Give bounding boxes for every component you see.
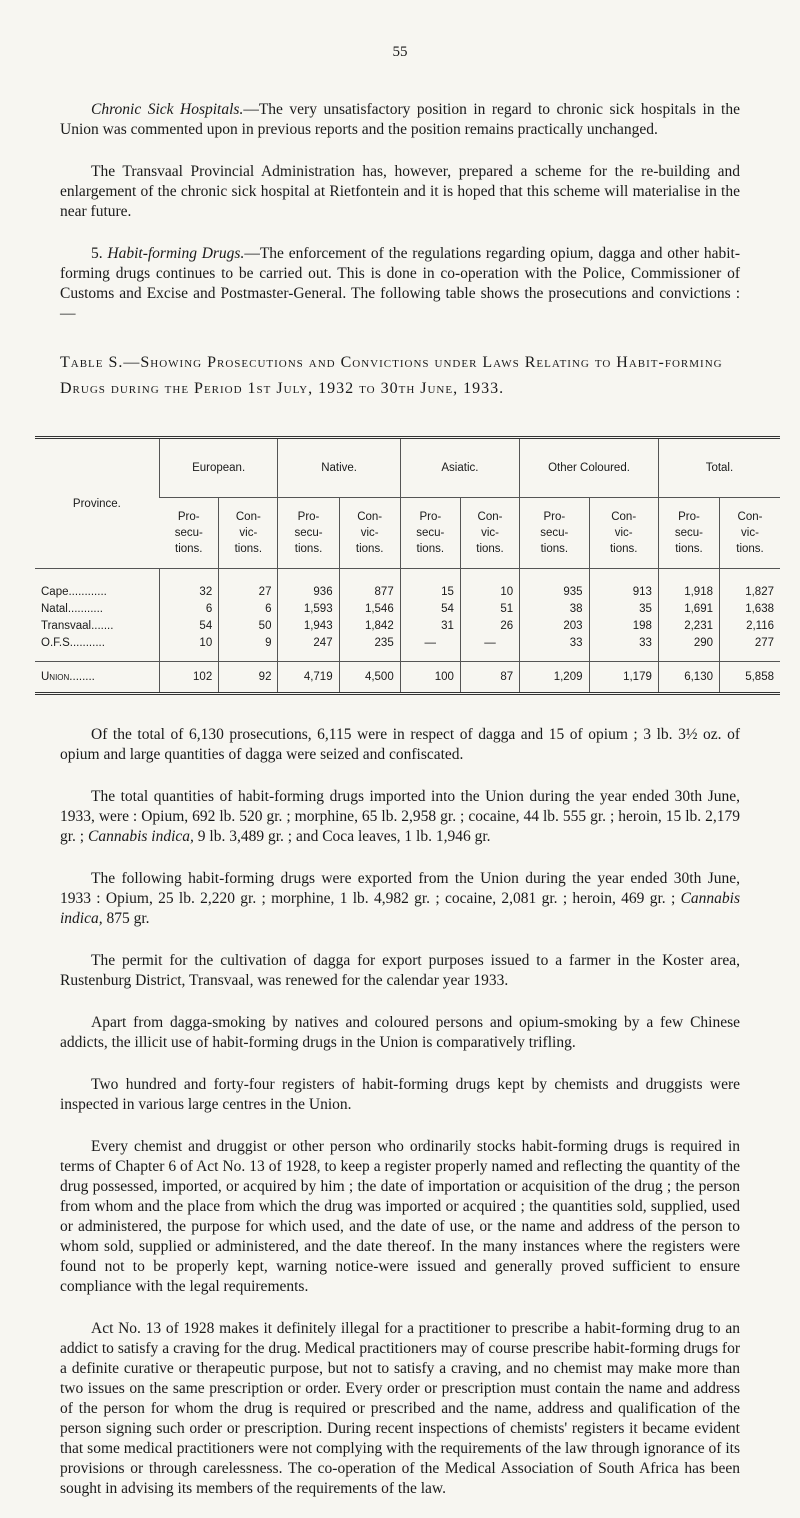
group-header-european: European. (159, 438, 278, 498)
value-cell: 33 (520, 634, 589, 662)
value-cell: 26 (460, 617, 519, 634)
sub-header-text: Con- vic- tions. (609, 511, 638, 555)
value-cell: 203 (520, 617, 589, 634)
value-cell: 1,827 (720, 569, 781, 601)
page-number: 55 (392, 44, 408, 60)
value-cell: 5,858 (720, 662, 781, 694)
sub-header-convictions (589, 498, 658, 569)
table-row-cape (35, 569, 780, 601)
sub-header-prosecutions (159, 498, 218, 569)
apart-paragraph (60, 1013, 740, 1053)
imported-paragraph (60, 787, 740, 847)
value-cell: 1,691 (658, 600, 719, 617)
chronic-sick-title: Chronic Sick Hospitals. (91, 101, 244, 118)
sub-header-text: Pro- secu- tions. (540, 511, 569, 555)
value-cell: 277 (720, 634, 781, 662)
value-cell: 1,179 (589, 662, 658, 694)
province-cell: Transvaal....... (41, 619, 114, 632)
value-cell: 1,943 (278, 617, 339, 634)
value-cell: 6,130 (658, 662, 719, 694)
prosecutions-table (35, 436, 780, 695)
registers-paragraph (60, 1075, 740, 1115)
value-cell: 6 (219, 600, 278, 617)
group-header-other-coloured: Other Coloured. (520, 438, 659, 498)
table-row-natal (35, 600, 780, 617)
act-text: Act No. 13 of 1928 makes it definitely illegal for a practitioner to prescribe a habit-forming drug to an addict to satisfy a craving for the drug. Medical practitioners may of course prescribe habit-forming drugs for a definite curative or therapeutic purpose, but not to satisfy a craving, and no chemist may make more than two issues on the same prescription or order. Every order or prescription must contain the name and address of the person for whom the drug is required or prescribed and the name, address and qualification of the person signing such order or prescription. During recent inspections of chemists' registers it became evident that some medical practitioners were not complying with the requirements of the law through ignorance of its provisions or through carelessness. The co-operation of the Medical Association of South Africa has been sought in advising its members of the requirements of the law. (60, 1320, 740, 1497)
drugs-number: 5. (91, 245, 108, 262)
every-chemist-text: Every chemist and druggist or other person who ordinarily stocks habit-forming drugs is required in terms of Chapter 6 of Act No. 13 of 1928, to keep a register properly named and reflecting the quantity of the drug possessed, imported, or acquired by him ; the date of importation or acquisition of the drug ; the person from whom and the place from which the drug was imported or acquired ; the quantities sold, supplied, used or administered, the purpose for which used, and the date of use, or the name and address of the person to whom sold, supplied or administered, and the date thereof. In the many instances where the registers were found not to be properly kept, warning notice-were issued and generally proved sufficient to ensure compliance with the legal requirements. (60, 1138, 740, 1295)
province-cell: Union........ (35, 662, 159, 694)
province-header: Province. (35, 438, 159, 569)
value-cell: 87 (460, 662, 519, 694)
drugs-title: Habit-forming Drugs. (107, 245, 245, 262)
total-prosecutions-text: Of the total of 6,130 prosecutions, 6,115 were in respect of dagga and 15 of opium ; 3 lb. 3½ oz. of opium and large quantities of dagga were seized and confiscated. (60, 726, 740, 763)
exported-text-a: The following habit-forming drugs were exported from the Union during the year ended 30th June, 1933 : Opium, 25 lb. 2,220 gr. ; morphine, 1 lb. 4,982 gr. ; cocaine, 2,081 gr. ; heroin, 469 gr. ; (60, 870, 740, 907)
value-cell: 198 (589, 617, 658, 634)
registers-text: Two hundred and forty-four registers of habit-forming drugs kept by chemists and druggists were inspected in various large centres in the Union. (60, 1076, 740, 1113)
sub-header-convictions (720, 498, 781, 569)
table-row-ofs (35, 634, 780, 662)
value-cell: 247 (278, 634, 339, 662)
sub-header-prosecutions (400, 498, 460, 569)
value-cell: 1,209 (520, 662, 589, 694)
chronic-sick-text: —The very unsatisfactory position in regard to chronic sick hospitals in the Union was commented upon in previous reports and the position remains practically unchanged. (60, 101, 740, 138)
sub-header-prosecutions (520, 498, 589, 569)
value-cell: 4,500 (339, 662, 400, 694)
value-cell: 1,546 (339, 600, 400, 617)
province-cell: O.F.S........... (41, 636, 105, 649)
value-cell: 31 (400, 617, 460, 634)
value-cell: 92 (219, 662, 278, 694)
value-cell: 4,719 (278, 662, 339, 694)
group-header-asiatic: Asiatic. (400, 438, 519, 498)
sub-header-text: Con- vic- tions. (355, 511, 384, 555)
value-cell: 936 (278, 569, 339, 601)
permit-text: The permit for the cultivation of dagga for export purposes issued to a farmer in the Koster area, Rustenburg District, Transvaal, was renewed for the calendar year 1933. (60, 952, 740, 989)
act-paragraph (60, 1319, 740, 1499)
value-cell: 102 (159, 662, 218, 694)
exported-text-b: 875 gr. (102, 910, 150, 927)
value-cell: 33 (589, 634, 658, 662)
value-cell: — (460, 634, 519, 662)
exported-cannabis: Cannabis indica, (60, 890, 740, 927)
value-cell: 54 (159, 617, 218, 634)
imported-cannabis: Cannabis indica, (88, 828, 194, 845)
sub-header-text: Con- vic- tions. (234, 511, 263, 555)
value-cell: 235 (339, 634, 400, 662)
value-cell: 54 (400, 600, 460, 617)
value-cell: 913 (589, 569, 658, 601)
province-cell: Cape............ (41, 585, 107, 598)
value-cell: 290 (658, 634, 719, 662)
transvaal-paragraph (60, 162, 740, 222)
permit-paragraph (60, 951, 740, 991)
apart-text: Apart from dagga-smoking by natives and coloured persons and opium-smoking by a few Chinese addicts, the illicit use of habit-forming drugs in the Union is comparatively trifling. (60, 1014, 740, 1051)
sub-header-text: Pro- secu- tions. (294, 511, 323, 555)
value-cell: 877 (339, 569, 400, 601)
value-cell: 100 (400, 662, 460, 694)
sub-header-text: Pro- secu- tions. (174, 511, 203, 555)
sub-header-text: Pro- secu- tions. (674, 511, 703, 555)
sub-header-convictions (219, 498, 278, 569)
value-cell: 10 (460, 569, 519, 601)
value-cell: 35 (589, 600, 658, 617)
chronic-sick-paragraph (60, 100, 740, 140)
value-cell: 1,638 (720, 600, 781, 617)
exported-paragraph (60, 869, 740, 929)
province-cell: Natal........... (41, 602, 103, 615)
value-cell: 1,918 (658, 569, 719, 601)
drugs-paragraph (60, 244, 740, 324)
sub-header-convictions (339, 498, 400, 569)
value-cell: 10 (159, 634, 218, 662)
value-cell: 51 (460, 600, 519, 617)
value-cell: 6 (159, 600, 218, 617)
value-cell: 2,116 (720, 617, 781, 634)
value-cell: — (400, 634, 460, 662)
sub-header-prosecutions (278, 498, 339, 569)
value-cell: 27 (219, 569, 278, 601)
sub-header-text: Pro- secu- tions. (416, 511, 445, 555)
value-cell: 1,593 (278, 600, 339, 617)
drugs-text: —The enforcement of the regulations regarding opium, dagga and other habit-forming drugs continues to be carried out. This is done in co-operation with the Police, Commissioner of Customs and Excise and Postmaster-General. The following table shows the prosecutions and convictions :— (60, 245, 740, 322)
value-cell: 15 (400, 569, 460, 601)
transvaal-text: The Transvaal Provincial Administration has, however, prepared a scheme for the re-building and enlargement of the chronic sick hospital at Rietfontein and it is hoped that this scheme will materialise in the near future. (60, 163, 740, 220)
value-cell: 2,231 (658, 617, 719, 634)
sub-header-prosecutions (658, 498, 719, 569)
value-cell: 50 (219, 617, 278, 634)
sub-header-convictions (460, 498, 519, 569)
group-header-native: Native. (278, 438, 400, 498)
group-header-total: Total. (658, 438, 780, 498)
imported-text-b: 9 lb. 3,489 gr. ; and Coca leaves, 1 lb. 1,946 gr. (193, 828, 491, 845)
table-row-transvaal (35, 617, 780, 634)
value-cell: 935 (520, 569, 589, 601)
imported-text-a: The total quantities of habit-forming drugs imported into the Union during the year ended 30th June, 1933, were : Opium, 692 lb. 520 gr. ; morphine, 65 lb. 2,958 gr. ; cocaine, 44 lb. 555 gr. ; heroin, 15 lb. 2,179 gr. ; (60, 788, 740, 845)
every-chemist-paragraph (60, 1137, 740, 1297)
value-cell: 1,842 (339, 617, 400, 634)
total-prosecutions-paragraph (60, 725, 740, 765)
table-row-union-total (35, 662, 780, 694)
table-heading: Table S.—Showing Prosecutions and Convictions under Laws Relating to Habit-forming Drugs during the Period 1st July, 1932 to 30th June, 1933. (60, 354, 723, 397)
value-cell: 32 (159, 569, 218, 601)
page-content (41, 100, 774, 1499)
sub-header-text: Con- vic- tions. (736, 511, 764, 555)
value-cell: 9 (219, 634, 278, 662)
value-cell: 38 (520, 600, 589, 617)
sub-header-text: Con- vic- tions. (476, 511, 504, 555)
